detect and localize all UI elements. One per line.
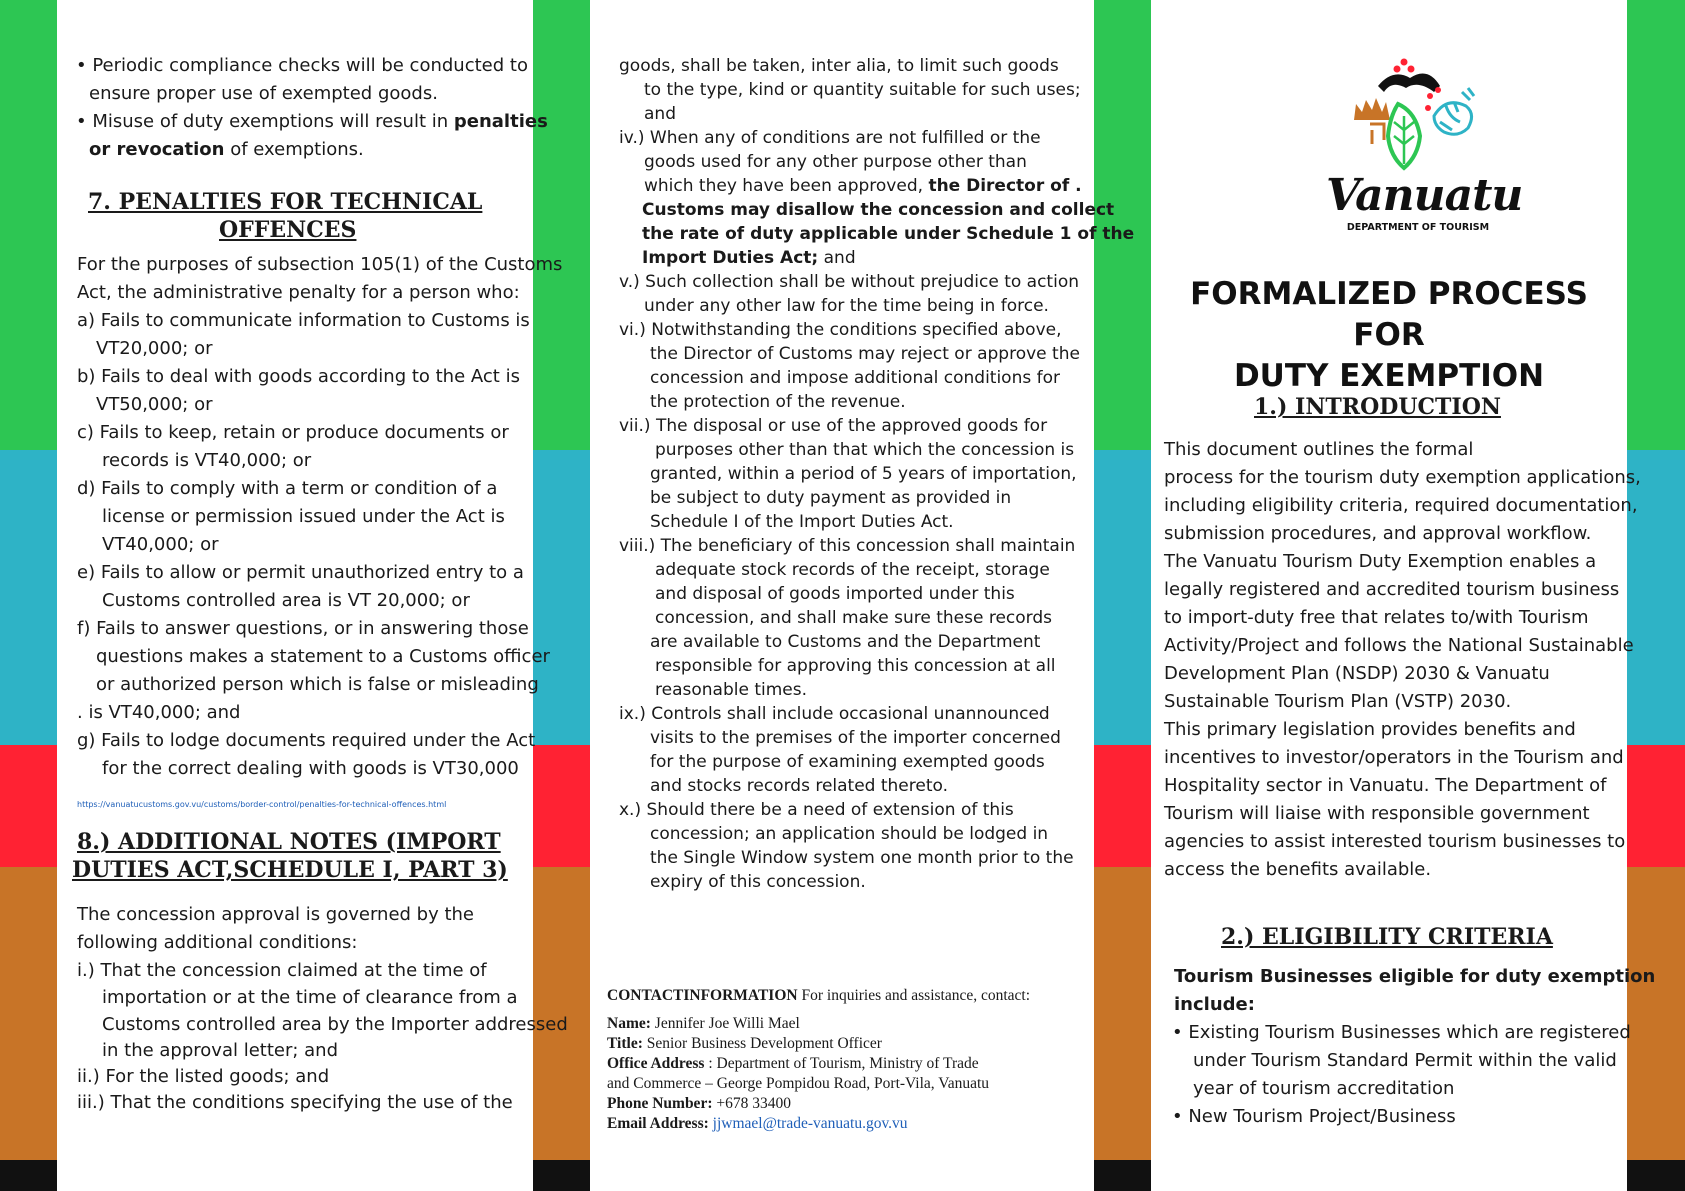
text-line: and xyxy=(644,104,676,124)
text-line: adequate stock records of the receipt, storage xyxy=(655,560,1050,580)
text-span: which they have been approved, xyxy=(644,176,929,196)
section-8-title-cont: DUTIES ACT,SCHEDULE I, PART 3) xyxy=(72,857,508,883)
text-line xyxy=(642,222,1134,246)
contact-label: Title: xyxy=(607,1035,643,1052)
email-link[interactable]: jjwmael@trade-vanuatu.gov.vu xyxy=(712,1115,908,1132)
bullet-compliance: • Periodic compliance checks will be conducted to xyxy=(76,55,528,76)
text-line: visits to the premises of the importer concerned xyxy=(650,728,1061,748)
list-item: g) Fails to lodge documents required under the Act xyxy=(77,730,536,751)
contact-office-cont: and Commerce – George Pompidou Road, Port-Vila, Vanuatu xyxy=(607,1075,990,1092)
text-line: under any other law for the time being in force. xyxy=(644,296,1049,316)
main-title-line-2: DUTY EXEMPTION xyxy=(1233,358,1545,394)
list-item: i.) That the concession claimed at the time of xyxy=(77,960,487,981)
section-7-intro: For the purposes of subsection 105(1) of the Customs xyxy=(77,254,563,275)
text-line: The Vanuatu Tourism Duty Exemption enables a xyxy=(1164,551,1597,572)
contact-value: Jennifer Joe Willi Mael xyxy=(650,1015,800,1032)
list-item: c) Fails to keep, retain or produce documents or xyxy=(77,422,509,443)
contact-heading xyxy=(607,986,1030,1006)
bullet-misuse-cont xyxy=(89,136,364,164)
contact-title xyxy=(607,1034,882,1054)
section-8-intro: The concession approval is governed by the xyxy=(77,904,475,925)
contact-heading-rest: For inquiries and assistance, contact: xyxy=(797,987,1031,1004)
text-line: legally registered and accredited tourism business xyxy=(1164,579,1620,600)
contact-value: +678 33400 xyxy=(712,1095,791,1112)
list-item: • Existing Tourism Businesses which are registered xyxy=(1172,1022,1631,1043)
section-1-title: 1.) INTRODUCTION xyxy=(1254,394,1501,420)
text-line: vi.) Notwithstanding the conditions specified above, xyxy=(619,320,1062,340)
text-line: purposes other than that which the concession is xyxy=(655,440,1075,460)
text-line: viii.) The beneficiary of this concession shall maintain xyxy=(619,536,1076,556)
list-item: records is VT40,000; or xyxy=(102,450,312,471)
list-item: e) Fails to allow or permit unauthorized entry to a xyxy=(77,562,524,583)
text-line: incentives to investor/operators in the Tourism and xyxy=(1164,747,1624,768)
main-title-line-1: FORMALIZED PROCESS FOR xyxy=(1190,276,1588,353)
section-7-title: 7. PENALTIES FOR TECHNICAL xyxy=(88,189,483,215)
logo-dept-bold: TOURISM xyxy=(1439,222,1490,233)
text-line: to the type, kind or quantity suitable for such uses; xyxy=(644,80,1081,100)
list-item: f) Fails to answer questions, or in answering those xyxy=(77,618,529,639)
list-item: iii.) That the conditions specifying the use of the xyxy=(77,1092,513,1113)
text-line: and disposal of goods imported under this xyxy=(655,584,1015,604)
bullet-compliance-cont: ensure proper use of exempted goods. xyxy=(89,83,438,104)
contact-phone xyxy=(607,1094,791,1114)
list-item: questions makes a statement to a Customs officer xyxy=(96,646,550,667)
text-line xyxy=(642,198,1114,222)
bullet-misuse-end: of exemptions. xyxy=(224,139,364,160)
customs-url-link[interactable]: https://vanuatucustoms.gov.vu/customs/border-control/penalties-for-technical-offences.html xyxy=(77,800,447,809)
section-7-title-cont: OFFENCES xyxy=(219,217,357,243)
text-line: Development Plan (NSDP) 2030 & Vanuatu xyxy=(1164,663,1550,684)
text-line: granted, within a period of 5 years of importation, xyxy=(650,464,1077,484)
text-line: be subject to duty payment as provided in xyxy=(650,488,1012,508)
text-line: including eligibility criteria, required documentation, xyxy=(1164,495,1638,516)
contact-value: : Department of Tourism, Ministry of Trade xyxy=(704,1055,979,1072)
list-item: . is VT40,000; and xyxy=(77,702,241,723)
text-line: This primary legislation provides benefits and xyxy=(1164,719,1576,740)
text-line: expiry of this concession. xyxy=(650,872,866,892)
text-bold: Import Duties Act; xyxy=(642,248,819,268)
list-item: b) Fails to deal with goods according to the Act is xyxy=(77,366,520,387)
text-line: x.) Should there be a need of extension of this xyxy=(619,800,1014,820)
list-item: under Tourism Standard Permit within the valid xyxy=(1193,1050,1617,1071)
contact-label: Email Address: xyxy=(607,1115,709,1132)
logo-dept-text: DEPARTMENT OF xyxy=(1346,222,1440,233)
text-line: for the purpose of examining exempted goods xyxy=(650,752,1045,772)
text-line: This document outlines the formal xyxy=(1164,439,1474,460)
bullet-misuse-bold: penalties xyxy=(453,111,548,132)
text-line: goods used for any other purpose other than xyxy=(644,152,1027,172)
bullet-misuse xyxy=(76,108,548,136)
list-item: d) Fails to comply with a term or condition of a xyxy=(77,478,498,499)
eligibility-intro: Tourism Businesses eligible for duty exemption xyxy=(1174,966,1656,987)
text-line: Activity/Project and follows the National Sustainable xyxy=(1164,635,1634,656)
text-line: process for the tourism duty exemption applications, xyxy=(1164,467,1641,488)
contact-label: Phone Number: xyxy=(607,1095,713,1112)
contact-heading-bold: CONTACTINFORMATION xyxy=(607,987,798,1004)
bullet-misuse-bold-2: or revocation xyxy=(89,139,225,160)
list-item: Customs controlled area is VT 20,000; or xyxy=(102,590,470,611)
text-line: concession, and shall make sure these records xyxy=(655,608,1053,628)
section-2-title: 2.) ELIGIBILITY CRITERIA xyxy=(1221,924,1553,950)
logo-department xyxy=(1338,222,1498,233)
contact-email xyxy=(607,1114,908,1134)
text-line xyxy=(642,246,856,270)
list-item: • New Tourism Project/Business xyxy=(1172,1106,1456,1127)
list-item: VT20,000; or xyxy=(96,338,213,359)
text-line: concession; an application should be lodged in xyxy=(650,824,1049,844)
text-line: goods, shall be taken, inter alia, to limit such goods xyxy=(619,56,1059,76)
text-span: and xyxy=(818,248,856,268)
text-line: reasonable times. xyxy=(655,680,807,700)
text-line: responsible for approving this concession at all xyxy=(655,656,1056,676)
text-line: are available to Customs and the Department xyxy=(650,632,1041,652)
eligibility-intro-cont: include: xyxy=(1174,994,1255,1015)
text-line: Schedule I of the Import Duties Act. xyxy=(650,512,954,532)
list-item: Customs controlled area by the Importer addressed xyxy=(102,1014,568,1035)
text-line: v.) Such collection shall be without prejudice to action xyxy=(619,272,1079,292)
contact-office xyxy=(607,1054,979,1074)
text-line: Tourism will liaise with responsible government xyxy=(1164,803,1590,824)
text-bold: the rate of duty applicable under Schedule 1 of the xyxy=(642,224,1135,244)
list-item: VT40,000; or xyxy=(102,534,219,555)
list-item: importation or at the time of clearance from a xyxy=(102,987,518,1008)
list-item: a) Fails to communicate information to Customs is xyxy=(77,310,530,331)
text-line: submission procedures, and approval workflow. xyxy=(1164,523,1592,544)
list-item: license or permission issued under the Act is xyxy=(102,506,505,527)
text-bold: the Director of . xyxy=(928,176,1082,196)
text-bold: Customs may disallow the concession and collect xyxy=(642,200,1115,220)
text-line xyxy=(644,174,1082,198)
contact-label: Name: xyxy=(607,1015,651,1032)
text-line: to import-duty free that relates to/with Tourism xyxy=(1164,607,1589,628)
contact-name xyxy=(607,1014,800,1034)
section-8-intro-cont: following additional conditions: xyxy=(77,932,358,953)
text-line: the protection of the revenue. xyxy=(650,392,906,412)
logo-emblem-icon xyxy=(1348,56,1488,176)
text-line: and stocks records related thereto. xyxy=(650,776,949,796)
text-line: agencies to assist interested tourism businesses to xyxy=(1164,831,1626,852)
list-item: ii.) For the listed goods; and xyxy=(77,1066,330,1087)
text-line: ix.) Controls shall include occasional unannounced xyxy=(619,704,1050,724)
text-line: vii.) The disposal or use of the approved goods for xyxy=(619,416,1048,436)
list-item: in the approval letter; and xyxy=(102,1040,339,1061)
list-item: VT50,000; or xyxy=(96,394,213,415)
contact-value: Senior Business Development Officer xyxy=(642,1035,882,1052)
text-line: iv.) When any of conditions are not fulfilled or the xyxy=(619,128,1041,148)
text-line: the Director of Customs may reject or approve the xyxy=(650,344,1080,364)
vanuatu-logo xyxy=(1326,56,1523,236)
bullet-misuse-text: • Misuse of duty exemptions will result in xyxy=(76,111,454,132)
contact-label: Office Address xyxy=(607,1055,705,1072)
list-item: or authorized person which is false or misleading xyxy=(96,674,539,695)
text-line: Sustainable Tourism Plan (VSTP) 2030. xyxy=(1164,691,1512,712)
section-7-intro-cont: Act, the administrative penalty for a person who: xyxy=(77,282,520,303)
list-item: for the correct dealing with goods is VT30,000 xyxy=(102,758,519,779)
text-line: Hospitality sector in Vanuatu. The Department of xyxy=(1164,775,1607,796)
section-8-title: 8.) ADDITIONAL NOTES (IMPORT xyxy=(77,829,501,855)
logo-wordmark: Vanuatu xyxy=(1326,170,1523,221)
main-title xyxy=(1151,274,1627,397)
text-line: the Single Window system one month prior to the xyxy=(650,848,1074,868)
text-line: access the benefits available. xyxy=(1164,859,1432,880)
list-item: year of tourism accreditation xyxy=(1193,1078,1455,1099)
text-line: concession and impose additional conditions for xyxy=(650,368,1060,388)
